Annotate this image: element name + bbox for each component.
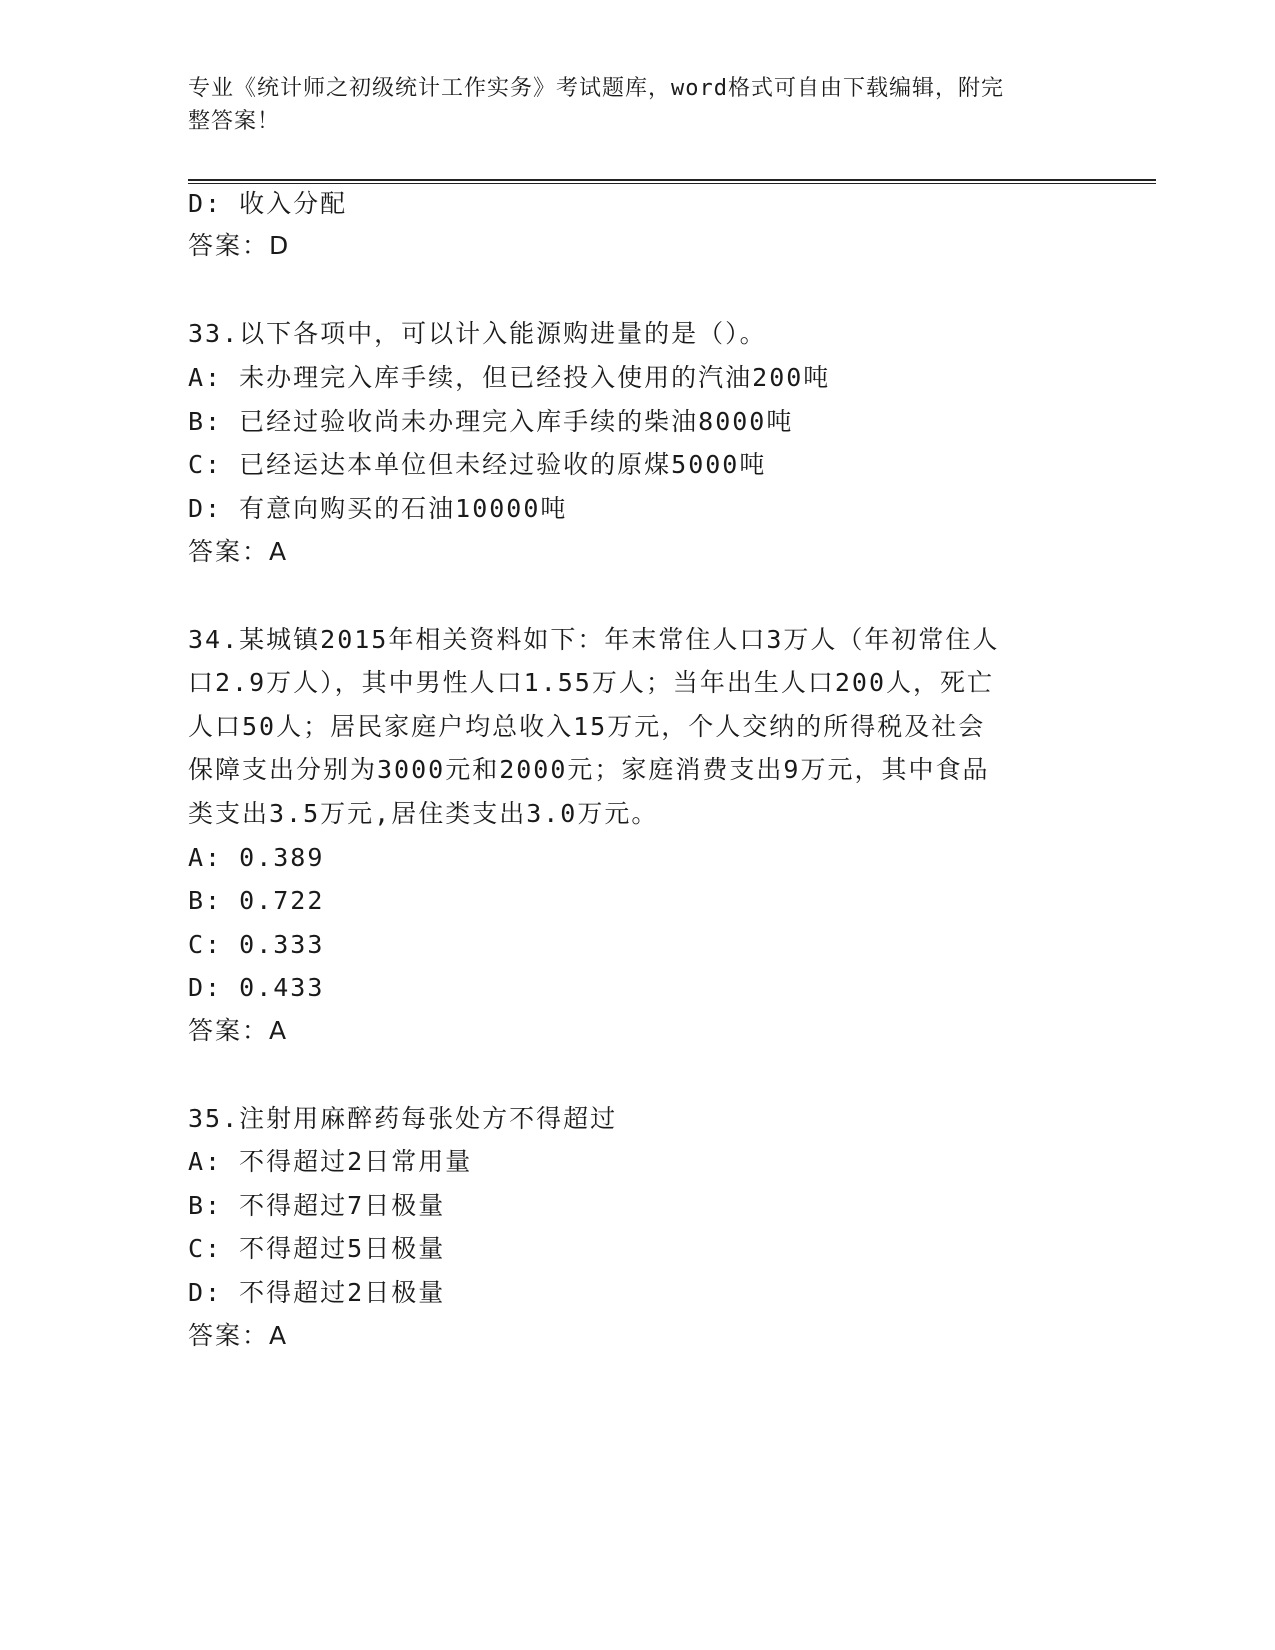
q34-option-a: A: 0.389 — [188, 843, 325, 872]
q33-option-c: C: 已经运达本单位但未经过验收的原煤5000吨 — [188, 450, 767, 479]
prev-answer: 答案：D — [188, 231, 291, 260]
q35-stem: 35.注射用麻醉药每张处方不得超过 — [188, 1104, 618, 1133]
q34-stem-line-5: 类支出3.5万元,居住类支出3.0万元。 — [188, 799, 659, 828]
header-line-2: 整答案！ — [188, 109, 281, 134]
header-divider — [188, 179, 1156, 184]
q34-stem-line-4: 保障支出分别为3000元和2000元；家庭消费支出9万元，其中食品 — [188, 755, 990, 784]
q35-option-b: B: 不得超过7日极量 — [188, 1191, 446, 1220]
q34-stem-line-1: 34.某城镇2015年相关资料如下：年末常住人口3万人（年初常住人 — [188, 625, 1000, 654]
q33-answer: 答案：A — [188, 537, 289, 566]
q34-option-c: C: 0.333 — [188, 930, 325, 959]
q33-option-d: D: 有意向购买的石油10000吨 — [188, 494, 568, 523]
q34-stem-line-2: 口2.9万人），其中男性人口1.55万人；当年出生人口200人，死亡 — [188, 668, 995, 697]
q33-option-b: B: 已经过验收尚未办理完入库手续的柴油8000吨 — [188, 407, 794, 436]
q34-stem-line-3: 人口50人；居民家庭户均总收入15万元，个人交纳的所得税及社会 — [188, 712, 986, 741]
q33-stem: 33.以下各项中，可以计入能源购进量的是（）。 — [188, 319, 767, 348]
q35-option-a: A: 不得超过2日常用量 — [188, 1147, 473, 1176]
header-line-1: 专业《统计师之初级统计工作实务》考试题库，word格式可自由下载编辑，附完 — [188, 76, 1004, 101]
q35-option-c: C: 不得超过5日极量 — [188, 1234, 446, 1263]
q34-option-d: D: 0.433 — [188, 973, 325, 1002]
q34-option-b: B: 0.722 — [188, 886, 325, 915]
page-header — [188, 72, 1068, 138]
q34-answer: 答案：A — [188, 1016, 289, 1045]
prev-option-d: D: 收入分配 — [188, 189, 348, 218]
q35-answer: 答案：A — [188, 1321, 289, 1350]
q35-option-d: D: 不得超过2日极量 — [188, 1278, 446, 1307]
q33-option-a: A: 未办理完入库手续，但已经投入使用的汽油200吨 — [188, 363, 831, 392]
